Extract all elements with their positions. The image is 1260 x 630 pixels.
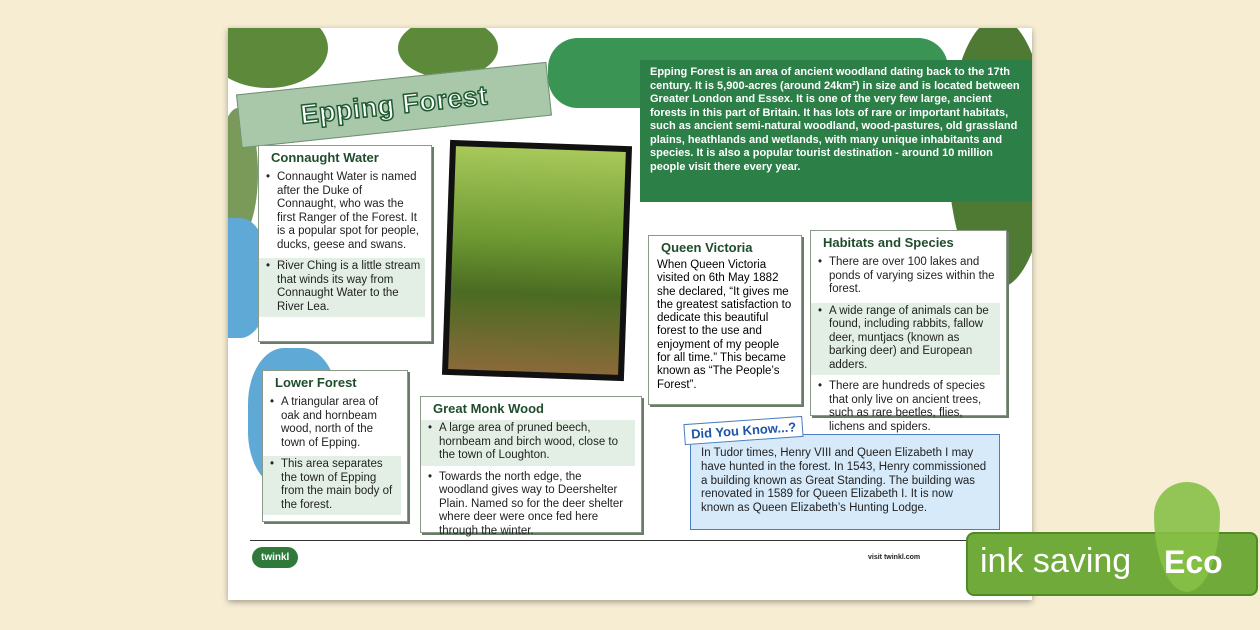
queen-victoria-card [648, 235, 802, 405]
footer-divider [250, 540, 1010, 541]
list-item: • There are over 100 lakes and ponds of varying sizes within the forest. [811, 254, 1000, 300]
list-item: • This area separates the town of Epping from the main body of the forest. [263, 456, 401, 515]
poster [228, 28, 1032, 600]
connaught-water-card [258, 145, 432, 342]
intro-text: Epping Forest is an area of ancient woodland dating back to the 17th century. It is 5,900-acres (around 24km²) in size and is located between Greater London and Essex. It is one of the very few large, ancient forests in this part of Britain. It has lots of rare or important habitats, such as ancient semi-natural woodland, wood-pastures, old grassland plains, heathlands and wetlands, with many unique inhabitants and species. It is also a popular tourist destination - around 10 million people visit there every year. [640, 60, 1032, 202]
did-you-know-label: Did You Know...? [683, 416, 803, 445]
list-item: • A large area of pruned beech, hornbeam and birch wood, close to the town of Loughton. [421, 420, 635, 466]
card-title: Habitats and Species [823, 235, 954, 250]
list-item: • Connaught Water is named after the Duke of Connaught, who was the first Ranger of the Forest. It is a popular spot for people, ducks, geese and swans. [259, 169, 425, 255]
eco-label: ink saving [980, 542, 1132, 580]
footer-url[interactable]: visit twinkl.com [868, 554, 921, 561]
did-you-know-text: In Tudor times, Henry VIII and Queen Elizabeth I may have hunted in the forest. In 1543, Henry commissioned a building known as Great Standing. The building was renovated in 1589 for Queen Elizabeth I. It is now known as Queen Elizabeth’s Hunting Lodge. [690, 434, 1000, 530]
card-text: When Queen Victoria visited on 6th May 1882 she declared, “It gives me the greatest satisfaction to dedicate this beautiful forest to the use and enjoyment of my people for all time.” This became known as “The People’s Forest”. [657, 259, 792, 391]
list-item: • There are hundreds of species that only live on ancient trees, such as rare beetles, flies, lichens and spiders. [811, 378, 1000, 437]
twinkl-logo: twinkl [252, 547, 298, 568]
card-title: Connaught Water [271, 150, 379, 165]
list-item: • Towards the north edge, the woodland gives way to Deershelter Plain. Named so for the deer shelter where deer were once fed here through the winter. [421, 469, 635, 542]
forest-photo [442, 140, 632, 381]
tree-decoration [228, 28, 328, 88]
page-title: Epping Forest [298, 79, 490, 130]
card-title: Lower Forest [275, 375, 357, 390]
list-item: • A wide range of animals can be found, including rabbits, fallow deer, muntjacs (known as barking deer) and European adders. [811, 303, 1000, 376]
list-item: • A triangular area of oak and hornbeam wood, north of the town of Epping. [263, 394, 401, 453]
card-title: Great Monk Wood [433, 401, 544, 416]
list-item: • River Ching is a little stream that winds its way from Connaught Water to the River Lea. [259, 258, 425, 317]
great-monk-wood-card [420, 396, 642, 537]
eco-badge-text: Eco [1164, 544, 1223, 580]
lower-forest-card [262, 370, 408, 522]
eco-badge [966, 532, 1258, 596]
habitats-card [810, 230, 1007, 433]
card-title: Queen Victoria [661, 240, 753, 255]
